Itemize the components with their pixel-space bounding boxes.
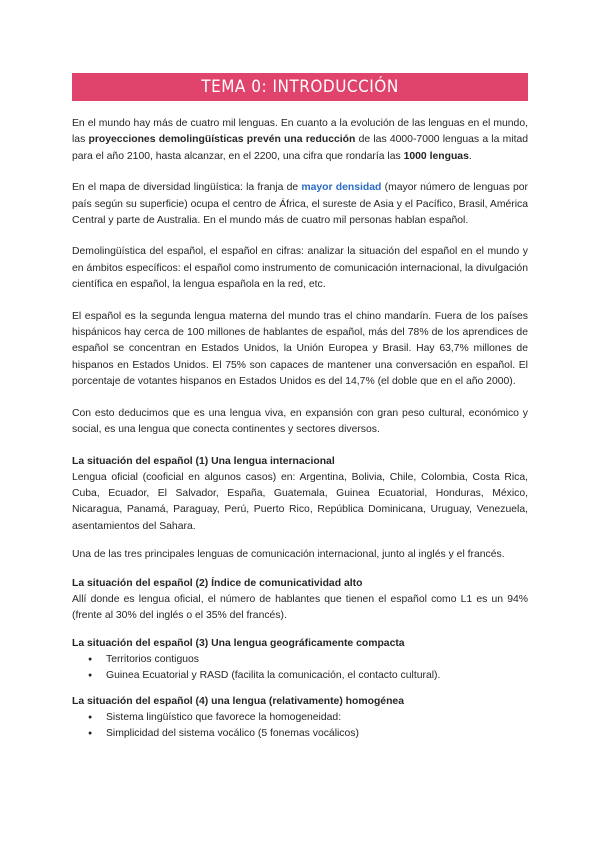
section-heading: La situación del español (4) una lengua (relativamente) homogénea (72, 696, 404, 708)
list-item: ● Sistema lingüístico que favorece la homogeneidad: (106, 710, 528, 726)
list-item: ● Guinea Ecuatorial y RASD (facilita la comunicación, el contacto cultural). (106, 668, 528, 684)
section-text: Allí donde es lengua oficial, el número de hablantes que tienen el español como L1 es un 94% (frente al 30% del inglés o el 35% del francés). (72, 593, 528, 621)
bullet-list (72, 652, 528, 684)
text: (mayor número de lenguas por país según su superficie) ocupa el centro de África, el sureste de Asia y el Pacífico, Brasil, América Central y parte de Australia. En el mundo más de cuatro mil personas hablan español. (72, 182, 528, 227)
text: En el mundo hay más de cuatro mil lenguas. En cuanto a la evolución de las lenguas en el mundo, las (72, 118, 528, 146)
section-4 (72, 694, 528, 742)
page-title: TEMA 0: INTRODUCCIÓN (201, 77, 399, 97)
text: . (468, 150, 472, 162)
paragraph-4: El español es la segunda lengua materna del mundo tras el chino mandarín. Fuera de los países hispánicos hay cerca de 100 millones de hablantes de español, más del 78% de los aprendices de español se concentran en Estados Unidos, la Unión Europea y Brasil. Hay 63,7% millones de hispanos en Estados Unidos. El 75% son capaces de mantener una conversación en español. El porcentaje de votantes hispanos en Estados Unidos es del 14,7% (el doble que en el año 2000). (72, 310, 528, 388)
paragraph-3: Demolingüística del español, el español en cifras: analizar la situación del español en el mundo y en ámbitos específicos: el español como instrumento de comunicación internacional, la divulgación científica en español, la lengua española en la red, etc. (72, 246, 528, 291)
document-body (72, 116, 528, 752)
text: En el mapa de diversidad lingüística: la franja de (72, 182, 302, 194)
paragraph-1 (72, 116, 528, 165)
text: de las 4000-7000 lenguas a la mitad para el año 2100, hasta alcanzar, en el 2200, una cifra que rondaría las (72, 134, 529, 162)
section-heading: La situación del español (2) Índice de comunicatividad alto (72, 577, 363, 589)
section-2 (72, 576, 528, 625)
section-1 (72, 454, 528, 564)
bullet-list (72, 710, 528, 742)
bold-text: proyecciones demolingüísticas prevén una reducción (88, 134, 356, 146)
section-heading: La situación del español (3) Una lengua geográficamente compacta (72, 638, 405, 650)
paragraph-5: Con esto deducimos que es una lengua viva, en expansión con gran peso cultural, económico y social, es una lengua que conecta continentes y sectores diversos. (72, 407, 528, 436)
list-item: ● Territorios contiguos (106, 652, 528, 668)
section-text: Lengua oficial (cooficial en algunos casos) en: Argentina, Bolivia, Chile, Colombia, Costa Rica, Cuba, Ecuador, El Salvador, España, Guatemala, Guinea Ecuatorial, Honduras, México, Nicaragua, Panamá, Paraguay, Perú, Puerto Rico, República Dominicana, Uruguay, Venezuela, asentamientos del Sahara. (72, 471, 528, 532)
title-banner (72, 73, 528, 101)
section-3 (72, 636, 528, 684)
list-item: ● Simplicidad del sistema vocálico (5 fonemas vocálicos) (106, 726, 528, 742)
section-text: Una de las tres principales lenguas de comunicación internacional, junto al inglés y el francés. (72, 549, 505, 561)
bold-text: 1000 lenguas (403, 150, 469, 162)
paragraph-2 (72, 180, 528, 229)
section-heading: La situación del español (1) Una lengua internacional (72, 455, 335, 467)
highlighted-text: mayor densidad (301, 182, 382, 194)
